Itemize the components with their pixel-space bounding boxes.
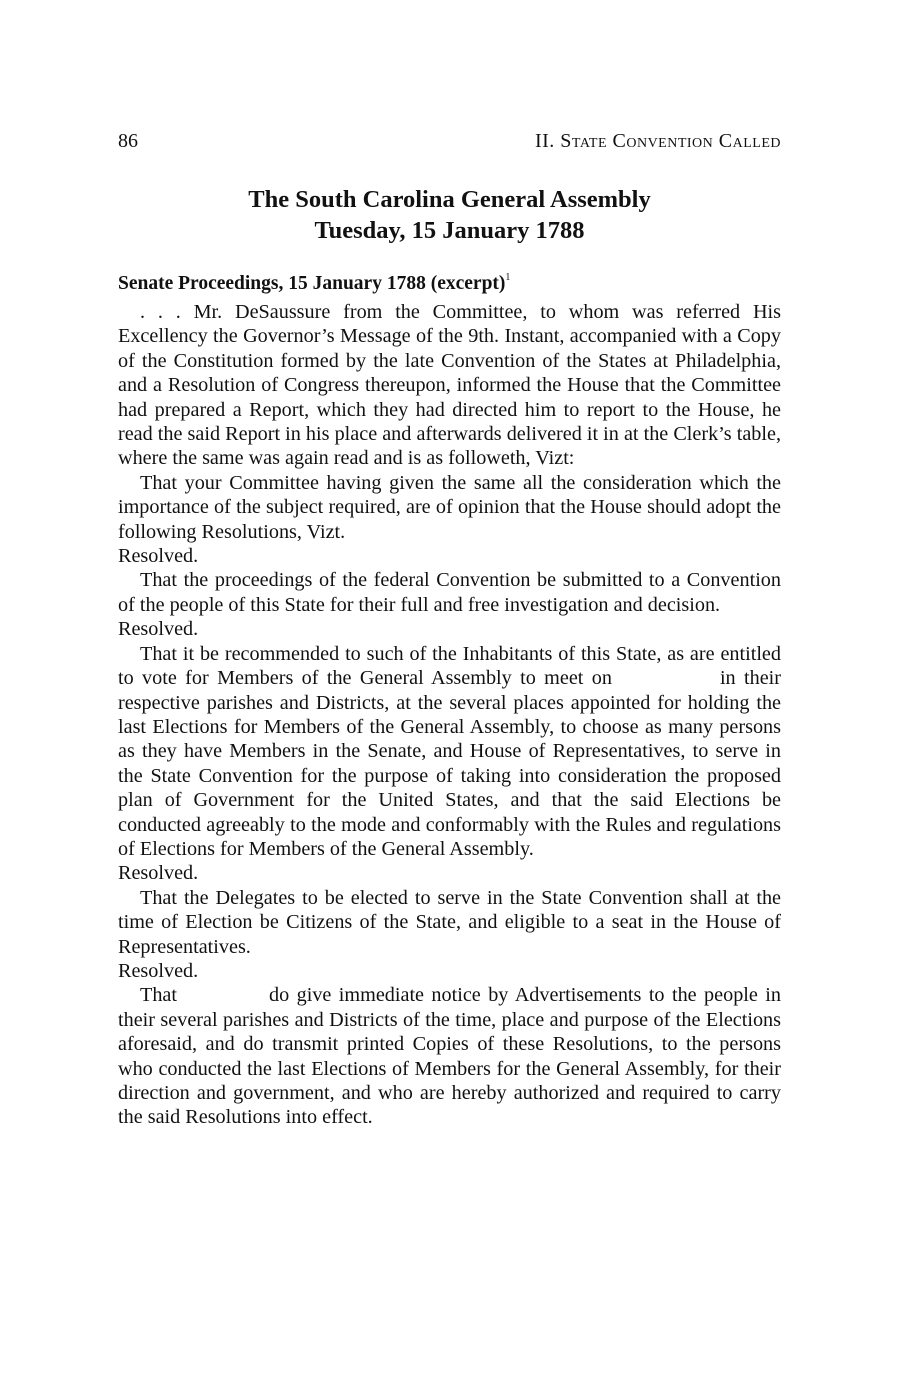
resolution-4-end: do give immediate notice by Advertisements to the people in their several parishes and Districts of the time, place and purpose of the Elections aforesaid, and do transmit printed Copies of these Resolutions, to the persons who conducted the last Elections of Members for the General Assembly, for their direction and government, and who are hereby authorized and required to carry the said Resolutions into effect. bbox=[118, 984, 781, 1129]
paragraph-resolution-3: That the Delegates to be elected to serve in the State Convention shall at the time of Election be Citizens of the State, and eligible to a seat in the House of Representatives. bbox=[118, 886, 781, 958]
footnote-ref: 1 bbox=[505, 272, 511, 283]
running-head bbox=[118, 128, 781, 154]
resolved-label: Resolved. bbox=[118, 545, 199, 568]
document-date: Tuesday, 15 January 1788 bbox=[314, 217, 585, 244]
paragraph-committee-opinion: That your Committee having given the same all the consideration which the importance of the subject required, are of opinion that the House should adopt the following Resolutions, Vizt. bbox=[118, 471, 781, 543]
body-text bbox=[118, 300, 781, 1130]
section-heading bbox=[118, 272, 781, 296]
resolution-4-start: That bbox=[140, 984, 177, 1007]
paragraph-resolution-1: That the proceedings of the federal Convention be submitted to a Convention of the people of this State for their full and free investigation and decision. bbox=[118, 569, 781, 616]
paragraph-report-intro: . . . Mr. DeSaussure from the Committee, to whom was referred His Excellency the Governor’s Message of the 9th. Instant, accompanied with a Copy of the Constitution formed by the late Convention of the States at Philadelphia, and a Resolution of Congress thereupon, informed the House that the Committee had prepared a Report, which they had directed him to report to the House, he read the said Report in his place and afterwards delivered it in at the Clerk’s table, where the same was again read and is as followeth, Vizt: bbox=[118, 301, 781, 470]
resolved-label: Resolved. bbox=[118, 959, 199, 982]
resolution-2-end: in their respective parishes and Districts, at the several places appointed for holding the last Elections for Members of the General Assembly, to choose as many persons as they have Members in the Senate, and House of Representatives, to serve in the State Convention for the purpose of taking into consideration the proposed plan of Government for the United States, and that the said Elections be conducted agreeably to the mode and conformably with the Rules and regulations of Elections for Members of the General Assembly. bbox=[118, 667, 781, 860]
paragraph-resolution-4 bbox=[118, 983, 781, 1129]
document-page bbox=[118, 128, 781, 1130]
paragraph-resolution-2 bbox=[118, 642, 781, 862]
section-heading-text: Senate Proceedings, 15 January 1788 (excerpt) bbox=[118, 273, 506, 294]
resolution-2-start: That it be recommended to such of the Inhabitants of this State, as are entitled to vote for Members of the General Assembly to meet on bbox=[118, 642, 781, 690]
resolved-label: Resolved. bbox=[118, 618, 199, 641]
resolved-label: Resolved. bbox=[118, 862, 199, 885]
page-number: 86 bbox=[118, 130, 138, 152]
document-title: The South Carolina General Assembly bbox=[248, 186, 651, 213]
running-head-title: II. State Convention Called bbox=[534, 130, 781, 152]
